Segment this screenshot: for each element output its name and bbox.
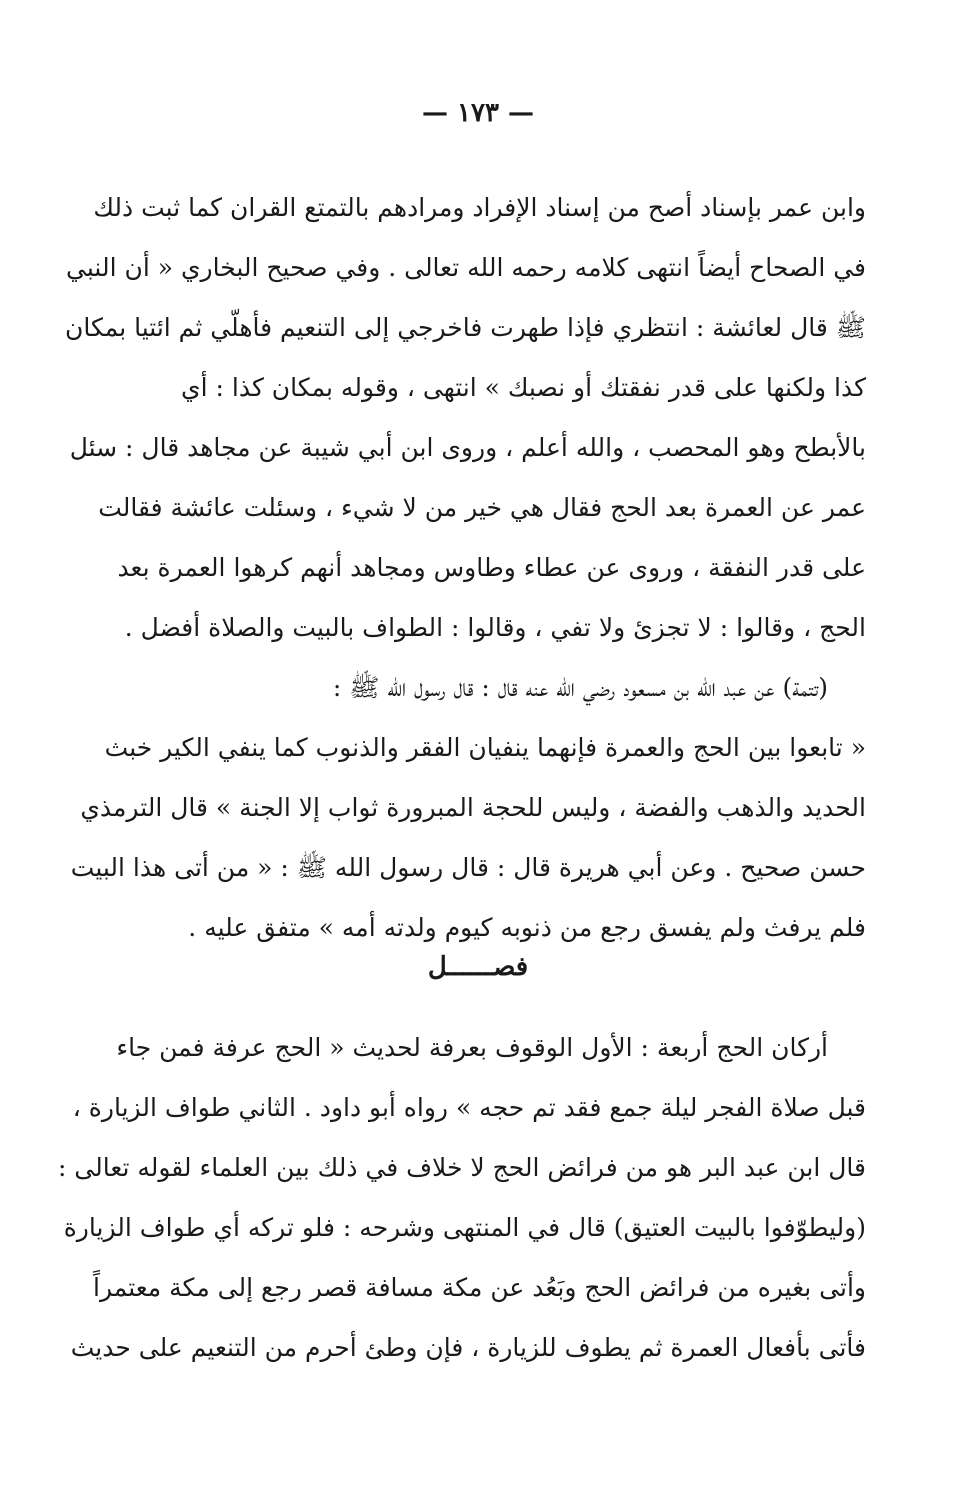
text-line: حسن صحيح . وعن أبي هريرة قال : قال رسول الله ﷺ : « من أتى هذا البيت [70,853,866,882]
text-line: كذا ولكنها على قدر نفقتك أو نصبك » انتهى ، وقوله بمكان كذا : أي [181,373,866,402]
text-line: قال ابن عبد البر هو من فرائض الحج لا خلاف في ذلك بين العلماء لقوله تعالى : [57,1153,866,1182]
text-line: في الصحاح أيضاً انتهى كلامه رحمه الله تعالى . وفي صحيح البخاري « أن النبي [66,253,866,282]
text-line: فلم يرفث ولم يفسق رجع من ذنوبه كيوم ولدته أمه » متفق عليه . [188,913,866,942]
text-line: وأتى بغيره من فرائض الحج وبَعُد عن مكة مسافة قصر رجع إلى مكة معتمراً [93,1273,866,1302]
main-text-block [64,178,866,958]
text-line: أركان الحج أربعة : الأول الوقوف بعرفة لحديث « الحج عرفة فمن جاء [116,1033,828,1062]
text-line: ﷺ قال لعائشة : انتظري فإذا طهرت فاخرجي إلى التنعيم فأهلّي ثم ائتيا بمكان [64,313,866,342]
text-line: فأتى بأفعال العمرة ثم يطوف للزيارة ، فإن وطئ أحرم من التنعيم على حديث [70,1333,866,1362]
text-line: « تابعوا بين الحج والعمرة فإنهما ينفيان الفقر والذنوب كما ينفي الكير خبث [104,733,866,762]
text-line: الحج ، وقالوا : لا تجزئ ولا تفي ، وقالوا : الطواف بالبيت والصلاة أفضل . [124,613,866,642]
section-text-block [57,1018,866,1378]
text-line: بالأبطح وهو المحصب ، والله أعلم ، وروى ابن أبي شيبة عن مجاهد قال : سئل [69,433,866,462]
page-number: — ١٧٣ — [421,98,535,128]
text-line-tatimma: (تتمة) عن عبد الله بن مسعود رضي الله عنه قال : قال رسول الله ﷺ : [332,673,828,702]
text-line: عمر عن العمرة بعد الحج فقال هي خير من لا شيء ، وسئلت عائشة فقالت [98,493,866,522]
text-line: وابن عمر بإسناد أصح من إسناد الإفراد ومرادهم بالتمتع القران كما ثبت ذلك [93,193,866,222]
text-line: (وليطوّفوا بالبيت العتيق) قال في المنتهى وشرحه : فلو تركه أي طواف الزيارة [63,1213,866,1242]
text-line: الحديد والذهب والفضة ، وليس للحجة المبرورة ثواب إلا الجنة » قال الترمذي [80,793,866,822]
section-heading: فصــــــل [427,952,529,982]
text-line: على قدر النفقة ، وروى عن عطاء وطاوس ومجاهد أنهم كرهوا العمرة بعد [117,553,866,582]
text-line: قبل صلاة الفجر ليلة جمع فقد تم حجه » رواه أبو داود . الثاني طواف الزيارة ، [72,1093,866,1122]
